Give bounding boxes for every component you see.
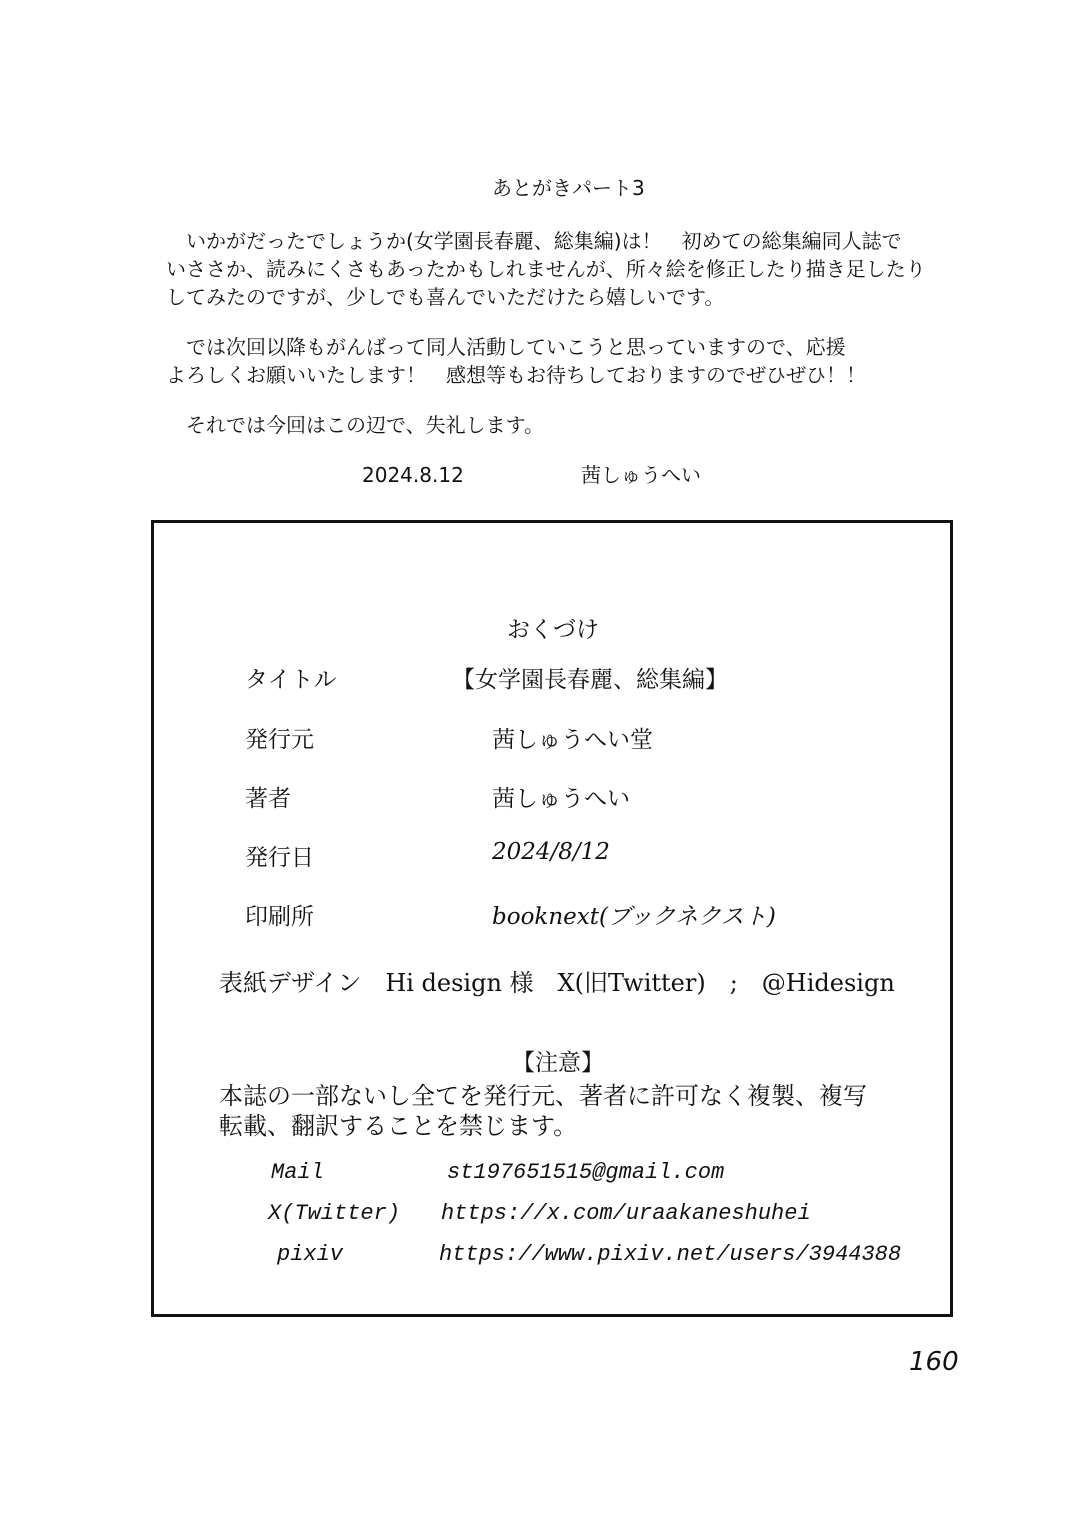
afterword-line: いささか、読みにくさもあったかもしれませんが、所々絵を修正したり描き足したり [166,257,926,281]
colophon-label-date: 発行日 [245,845,314,871]
colophon-value-author: 茜しゅうへい [492,786,630,812]
afterword-author: 茜しゅうへい [581,463,701,487]
colophon-heading: おくづけ [507,617,599,643]
page-number: 160 [909,1347,959,1377]
contact-value-pixiv: https://www.pixiv.net/users/3944388 [439,1242,902,1267]
notice-line: 本誌の一部ないし全てを発行元、著者に許可なく複製、複写 [219,1082,867,1110]
contact-label-pixiv: pixiv [277,1242,344,1267]
colophon-label-printer: 印刷所 [245,904,314,930]
afterword-line: いかがだったでしょうか(女学園長春麗、総集編)は！ 初めての総集編同人誌で [166,229,902,253]
colophon-value-publisher: 茜しゅうへい堂 [492,727,653,753]
contact-label-mail: Mail [271,1160,324,1185]
contact-value-mail: st197651515@gmail.com [447,1160,725,1185]
cover-design-credit: 表紙デザイン Hi design 様 X(旧Twitter) ; @Hidesign [219,969,895,997]
colophon-value-date: 2024/8/12 [492,839,610,865]
contact-value-x: https://x.com/uraakaneshuhei [441,1201,811,1226]
notice-line: 転載、翻訳することを禁じます。 [219,1112,578,1140]
afterword-title: あとがきパート3 [492,176,645,200]
colophon-label-author: 著者 [245,786,291,812]
afterword-line: してみたのですが、少しでも喜んでいただけたら嬉しいです。 [166,285,725,309]
afterword-line: それでは今回はこの辺で、失礼します。 [166,413,544,437]
colophon-label-publisher: 発行元 [245,727,314,753]
afterword-line: よろしくお願いいたします！ 感想等もお待ちしておりますのでぜひぜひ！！ [166,363,866,387]
colophon-value-title: 【女学園長春麗、総集編】 [452,667,728,693]
afterword-date: 2024.8.12 [362,463,464,487]
colophon-value-printer: booknext(ブックネクスト) [492,904,776,930]
contact-label-x: X(Twitter) [268,1201,401,1226]
colophon-label-title: タイトル [245,667,337,693]
afterword-line: では次回以降もがんばって同人活動していこうと思っていますので、応援 [166,335,846,359]
notice-heading: 【注意】 [512,1050,604,1076]
